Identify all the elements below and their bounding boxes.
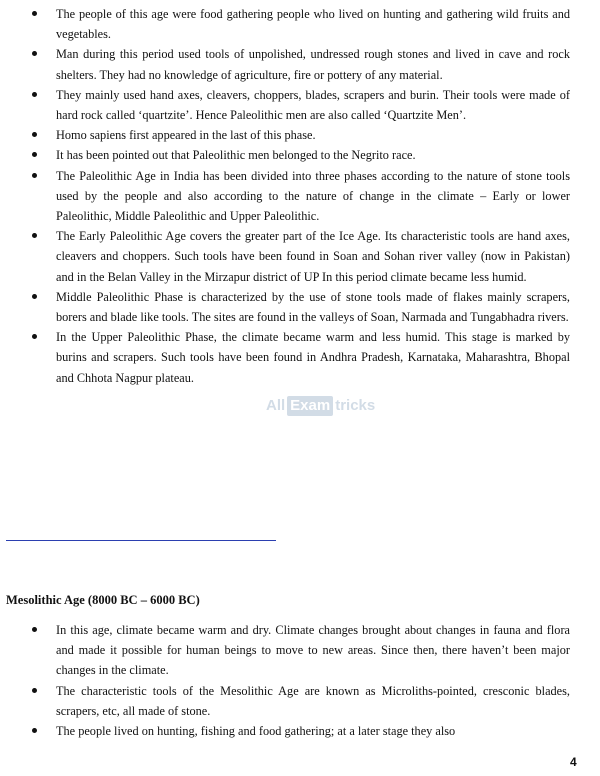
list-item: [0, 226, 600, 287]
list-item: [0, 4, 600, 44]
list-item: [0, 145, 600, 165]
bullet-icon: [32, 11, 37, 16]
list-item-text: It has been pointed out that Paleolithic men belonged to the Negrito race.: [56, 148, 416, 163]
list-item: [0, 85, 600, 125]
mesolithic-bullet-list: [0, 620, 600, 741]
list-item-text: The Early Paleolithic Age covers the greater part of the Ice Age. Its characteristic tools are hand axes, cleavers and choppers. Such tools have been found in Soan and Sohan river valley (now in Pakistan) and in the Belan Valley in the Mirzapur district of UP In this period climate became less humid.: [56, 229, 570, 284]
list-item-text: The characteristic tools of the Mesolithic Age are known as Microliths-pointed, cresconic blades, scrapers, etc, all made of stone.: [56, 683, 570, 718]
list-item: [0, 287, 600, 327]
list-item: [0, 125, 600, 145]
bullet-icon: [32, 51, 37, 56]
list-item: [0, 166, 600, 227]
bullet-icon: [32, 294, 37, 299]
watermark-text-3: tricks: [335, 397, 376, 414]
bullet-icon: [32, 92, 37, 97]
bullet-icon: [32, 173, 37, 178]
page-number: 4: [570, 755, 577, 769]
list-item-text: Man during this period used tools of unpolished, undressed rough stones and lived in cave and rock shelters. They had no knowledge of agriculture, fire or pottery of any material.: [56, 47, 570, 82]
bullet-icon: [32, 152, 37, 157]
list-item-text: The people of this age were food gathering people who lived on hunting and gathering wild fruits and vegetables.: [56, 7, 570, 42]
list-item-text: Homo sapiens first appeared in the last of this phase.: [56, 128, 316, 143]
list-item: [0, 44, 600, 84]
list-item: [0, 721, 600, 741]
list-item-text: In this age, climate became warm and dry. Climate changes brought about changes in fauna and flora and made it possible for human beings to move to new areas. Since then, there haven’t been major changes in the climate.: [56, 623, 570, 678]
list-item-text: The people lived on hunting, fishing and food gathering; at a later stage they also: [56, 724, 456, 739]
divider-rule: [6, 540, 276, 541]
watermark-text-1: All: [266, 397, 286, 414]
bullet-icon: [32, 233, 37, 238]
bullet-icon: [32, 728, 37, 733]
list-item: [0, 681, 600, 721]
list-item-text: They mainly used hand axes, cleavers, choppers, blades, scrapers and burin. Their tools were made of hard rock called ‘quartzite’. Hence Paleolithic men are also called ‘Quartzite Men’.: [56, 87, 570, 123]
bullet-icon: [32, 627, 37, 632]
watermark-logo: [266, 396, 375, 416]
list-item: [0, 327, 600, 388]
list-item-text: The Paleolithic Age in India has been divided into three phases according to the nature of stone tools used by the people and also according to the nature of change in the climate – Early or lower Paleolithic, Middle Paleolithic and Upper Paleolithic.: [56, 168, 570, 224]
paleolithic-bullet-list: [0, 4, 600, 388]
section-heading: Mesolithic Age (8000 BC – 6000 BC): [6, 593, 200, 607]
bullet-icon: [32, 334, 37, 339]
list-item: [0, 620, 600, 681]
bullet-icon: [32, 132, 37, 137]
bullet-icon: [32, 688, 37, 693]
list-item-text: Middle Paleolithic Phase is characterized by the use of stone tools made of flakes mainly scrapers, borers and blade like tools. The sites are found in the valleys of Soan, Narmada and Tungabhadra rivers.: [56, 289, 570, 325]
list-item-text: In the Upper Paleolithic Phase, the climate became warm and less humid. This stage is marked by burins and scrapers. Such tools have been found in Andhra Pradesh, Karnataka, Maharashtra, Bhopal and Chhota Nagpur plateau.: [56, 330, 570, 385]
watermark-text-2: Exam: [287, 396, 333, 416]
